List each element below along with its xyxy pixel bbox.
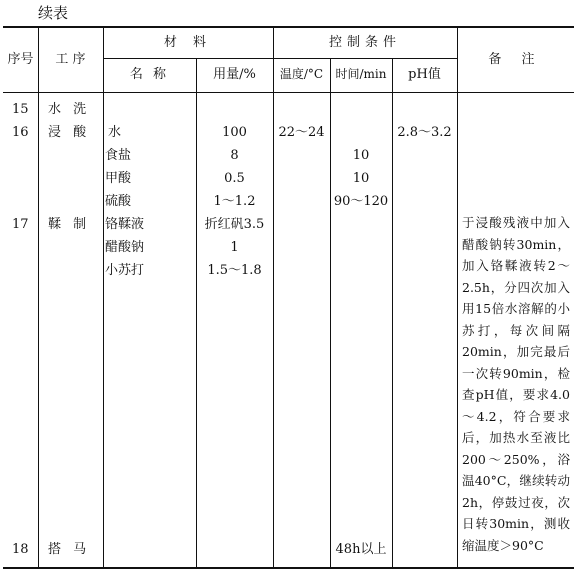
table-caption: 续表	[38, 4, 69, 22]
table-row-name: 醋酸钠	[105, 240, 145, 255]
table-row-seq: 17	[12, 217, 29, 232]
top-rule	[3, 26, 574, 28]
table-row-time: 48h以上	[335, 542, 387, 557]
table-row-ph: 2.8～3.2	[397, 125, 452, 140]
header-time: 时间/min	[335, 67, 387, 81]
col-divider-4	[273, 27, 274, 568]
header-process: 工 序	[55, 52, 86, 67]
header-remarks: 备 注	[488, 52, 543, 67]
col-divider-1	[38, 27, 39, 568]
col-divider-5	[330, 58, 331, 568]
subheader-rule	[103, 58, 457, 59]
remark-tanning: 于浸酸残液中加入醋酸钠转30min，加入铬鞣液转2～2.5h，分四次加入用15倍水溶解的小苏打，每次间隔20min，加完最后一次转90min，检查pH值，要求4.0～4.2，符合要求后，加热水至液比200～250%，浴温40°C，继续转动2h，停鼓过夜，次日转30min，测收缩温度＞90°C	[462, 215, 570, 553]
table-row-dosage: 折红矾3.5	[204, 217, 265, 232]
table-row-dosage: 1.5～1.8	[207, 263, 262, 278]
table-row-seq: 18	[12, 542, 29, 557]
table-row-seq: 16	[12, 125, 29, 140]
table-row-name: 小苏打	[105, 263, 145, 278]
table-row-name: 水	[108, 125, 122, 140]
header-temp: 温度/°C	[279, 67, 324, 81]
table-row-seq: 15	[12, 102, 29, 117]
table-row-time: 90～120	[333, 194, 389, 209]
col-divider-2	[103, 27, 104, 568]
table-row-process: 浸 酸	[48, 125, 91, 140]
header-dosage: 用量/%	[213, 67, 256, 82]
table-row-name: 食盐	[105, 148, 132, 163]
table-row-dosage: 0.5	[224, 171, 245, 186]
header-ph: pH值	[408, 67, 441, 82]
header-bottom-rule	[3, 92, 574, 93]
table-row-dosage: 8	[230, 148, 239, 163]
table-row-temp: 22～24	[278, 125, 325, 140]
header-seq: 序号	[7, 52, 34, 67]
table-row-name: 甲酸	[105, 171, 132, 186]
table-row-name: 铬鞣液	[105, 217, 145, 232]
table-row-time: 10	[352, 171, 370, 186]
table-row-time: 10	[352, 148, 370, 163]
table-row-dosage: 1～1.2	[213, 194, 256, 209]
bottom-rule	[3, 567, 574, 569]
header-materials: 材 料	[163, 35, 213, 50]
table-row-process: 水 洗	[48, 102, 91, 117]
table-row-process: 搭 马	[48, 542, 91, 557]
header-name: 名 称	[129, 67, 170, 82]
header-control: 控制条件	[328, 35, 401, 50]
table-row-dosage: 1	[230, 240, 239, 255]
table-row-name: 硫酸	[105, 194, 132, 209]
table-row-dosage: 100	[222, 125, 247, 140]
table-row-process: 鞣 制	[48, 217, 91, 232]
col-divider-7	[457, 27, 458, 568]
